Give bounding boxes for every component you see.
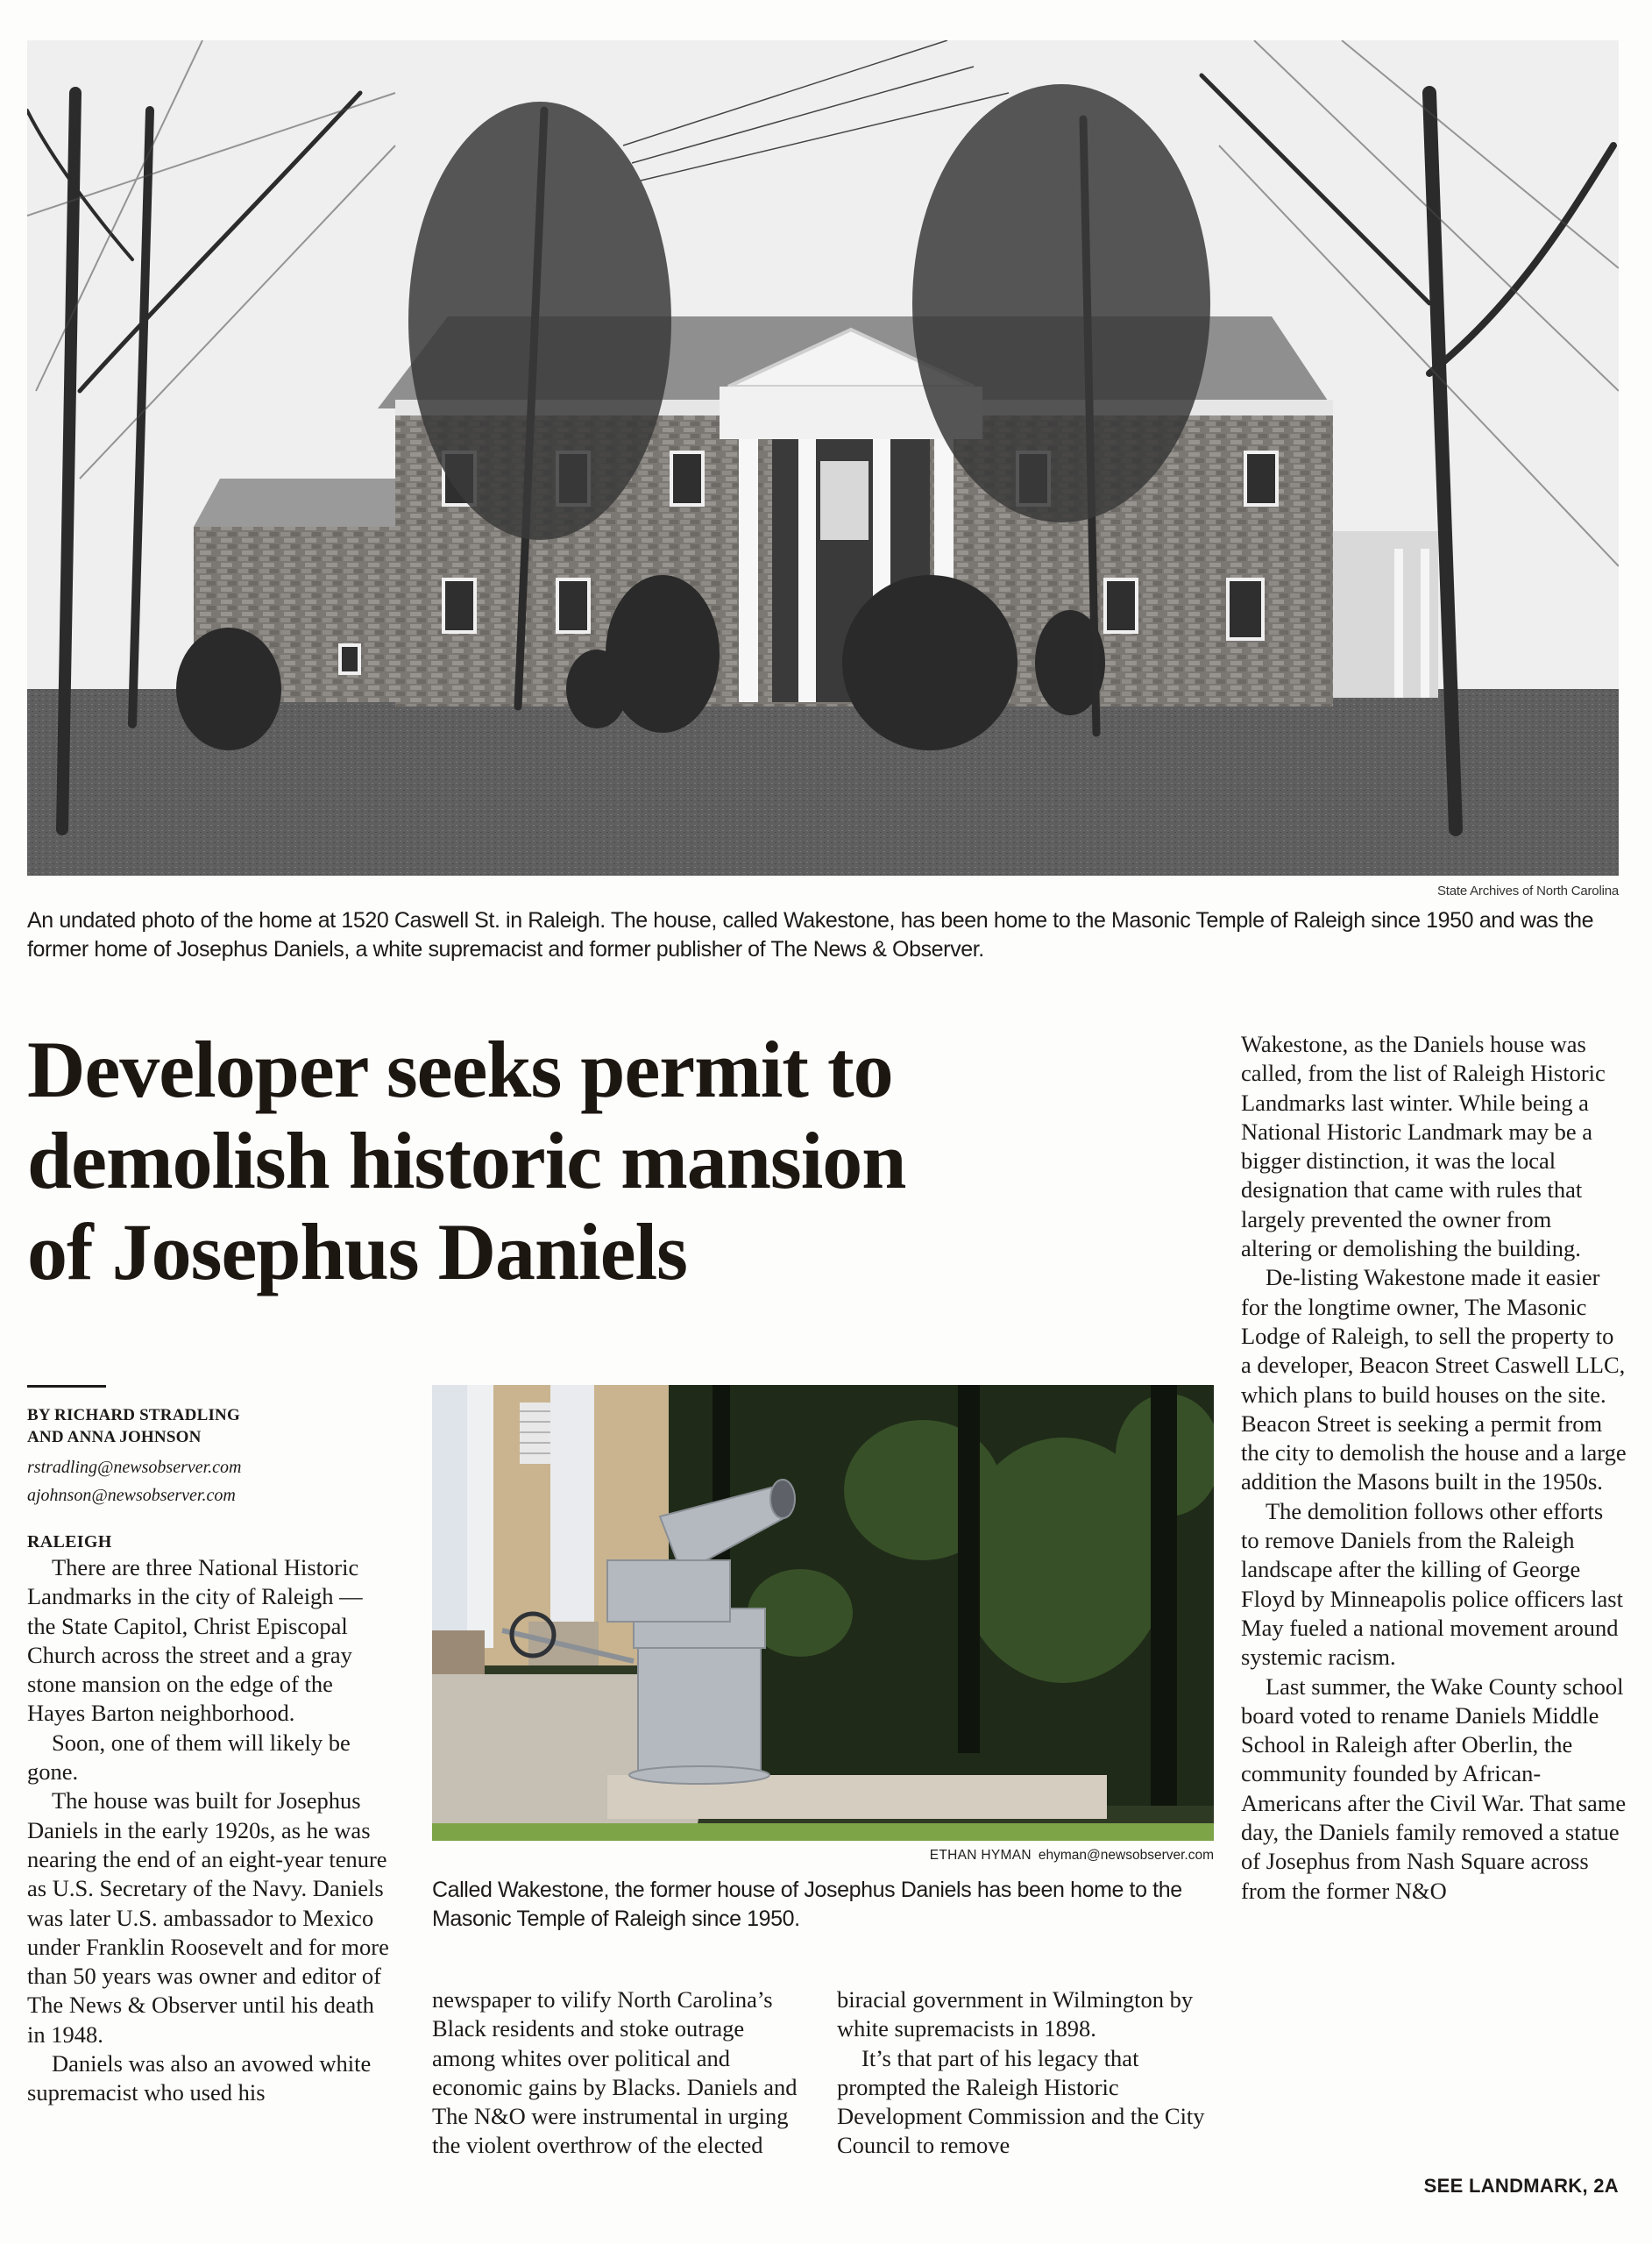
byline-author-2: AND ANNA JOHNSON <box>27 1428 202 1446</box>
photographer-email[interactable]: ehyman@newsobserver.com <box>1038 1848 1214 1863</box>
top-photo-cutline: An undated photo of the home at 1520 Caswell St. in Raleigh. The house, called Wakestone, has been home to the Masonic Temple of Raleigh since 1950 and was the former home of Josephus Daniels, a white supremacist and former publisher of The News & Observer. <box>27 908 1594 962</box>
author-email-2[interactable]: ajohnson@newsobserver.com <box>27 1486 236 1505</box>
article-column-4 <box>1241 1030 1627 1906</box>
house-photo-illustration <box>27 40 1619 876</box>
cannon-photo <box>432 1385 1214 1841</box>
paragraph: Wakestone, as the Daniels house was called, from the list of Raleigh Historic Landmarks last winter. While being a National Historic Landmark may be a bigger distinction, it was the local designation that came with rules that largely prevented the owner from altering or demolishing the building. <box>1241 1031 1606 1262</box>
paragraph: Daniels was also an avowed white supremacist who used his <box>27 2050 372 2106</box>
cannon-photo-cutline: Called Wakestone, the former house of Josephus Daniels has been home to the Masonic Temple of Raleigh since 1950. <box>432 1878 1182 1931</box>
byline-author-1: BY RICHARD STRADLING <box>27 1406 240 1424</box>
article-column-1 <box>27 1530 395 2108</box>
paragraph: Last summer, the Wake County school board voted to rename Daniels Middle School in Raleigh after Oberlin, the community founded by African-Americans after the Civil War. That same day, the Daniels family removed a statue of Josephus from Nash Square across from the former N&O <box>1241 1672 1627 1904</box>
cannon-photo-illustration <box>432 1385 1214 1841</box>
headline-line-3: of Josephus Daniels <box>27 1207 687 1296</box>
paragraph: The demolition follows other efforts to remove Daniels from the Raleigh landscape after the killing of George Floyd by Minneapolis police officers last May fueled a national movement around systemic racism. <box>1241 1497 1623 1671</box>
byline <box>27 1404 395 1448</box>
paragraph: De-listing Wakestone made it easier for the longtime owner, The Masonic Lodge of Raleigh, to sell the property to a developer, Beacon Street Caswell LLC, which plans to build houses on the site. Beacon Street is seeking a permit from the city to demolish the house and a large addition the Masons built in the 1950s. <box>1241 1264 1627 1495</box>
jump-line-see-landmark[interactable]: SEE LANDMARK, 2A <box>1423 2175 1619 2197</box>
paragraph: Soon, one of them will likely be gone. <box>27 1729 351 1786</box>
cannon-photo-credit <box>930 1848 1214 1864</box>
paragraph: The house was built for Josephus Daniels in the early 1920s, as he was nearing the end of an eight-year tenure as U.S. Secretary of the Navy. Daniels was later U.S. ambassador to Mexico under Franklin Roosevelt and for more than 50 years was owner and editor of The News & Observer until his death in 1948. <box>27 1787 389 2048</box>
dateline: RALEIGH <box>27 1532 112 1552</box>
photographer-name: ETHAN HYMAN <box>929 1848 1032 1863</box>
top-photo-credit: State Archives of North Carolina <box>1436 884 1619 898</box>
author-email-1[interactable]: rstradling@newsobserver.com <box>27 1458 242 1477</box>
byline-rule <box>27 1385 106 1388</box>
wakestone-house-photo <box>27 40 1619 876</box>
paragraph: newspaper to vilify North Carolina’s Black residents and stoke outrage among whites over political and economic gains by Blacks. Daniels and The N&O were instrumental in urging the violent overthrow of the elected <box>432 1986 798 2159</box>
paragraph: biracial government in Wilmington by white supremacists in 1898. <box>837 1986 1194 2042</box>
article-column-3 <box>837 1985 1214 2161</box>
article-column-2 <box>432 1985 800 2161</box>
paragraph: There are three National Historic Landmarks in the city of Raleigh — the State Capitol, Christ Episcopal Church across the street and a gray stone mansion on the edge of the Hayes Barton neighborhood. <box>27 1554 363 1727</box>
headline-line-2: demolish historic mansion <box>27 1116 906 1205</box>
headline <box>27 1024 1202 1297</box>
headline-line-1: Developer seeks permit to <box>27 1025 893 1114</box>
paragraph: It’s that part of his legacy that prompted the Raleigh Historic Development Commission and the City Council to remove <box>837 2044 1205 2159</box>
